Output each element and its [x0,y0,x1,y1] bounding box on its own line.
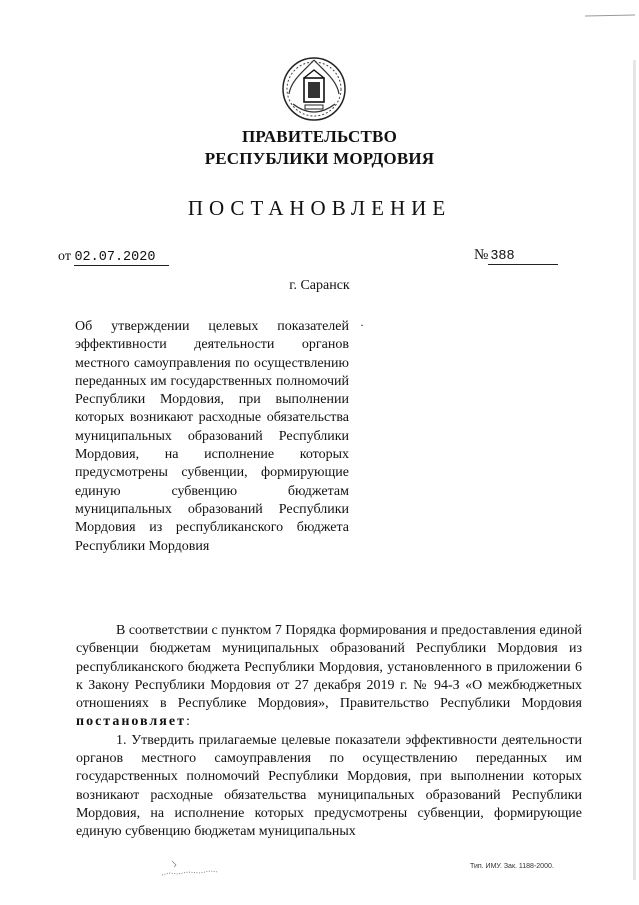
print-mark: Тип. ИМУ. Зак. 1188-2000. [470,863,554,870]
date-prefix: от [58,249,71,264]
paragraph-preamble [76,622,582,732]
document-type: ПОСТАНОВЛЕНИЕ [187,196,452,220]
paragraph-item-1: 1. Утвердить прилагаемые целевые показатели эффективности деятельности органов местного самоуправления по осуществлению переданных им государственных полномочий Республики Мордовия, при выполнении которых возникают расходные обязательства муниципальных образований Республики Мордовия, на исполнение которых предусмотрены субвенции, формирующие единую субвенцию бюджетам муниципальных [76,732,582,840]
date-value: 02.07.2020 [74,250,169,266]
number-field [474,247,558,265]
number-value: 388 [488,249,558,265]
handwritten-mark [160,855,220,880]
resolution-verb: постановляет [76,714,186,730]
date-field [58,249,169,266]
number-prefix: № [474,247,489,263]
preamble-text: В соответствии с пунктом 7 Порядка формирования и предоставления единой субвенции бюджетам муниципальных образований Республики Мордовия из республиканского бюджета Республики Мордовия, установленного в приложении 6 к Закону Республики Мордовия от 27 декабря 2019 г. № 94-З «О межбюджетных отношениях в Республике Мордовия», Правительство Республики Мордовия [76,623,582,712]
scan-smudge [585,6,635,12]
org-title-line1: ПРАВИТЕЛЬСТВО [242,127,397,146]
preamble-end: : [185,714,190,730]
document-body [76,622,582,842]
city: г. Саранск [289,278,350,293]
scan-dot: · [360,318,364,332]
document-subject: Об утверждении целевых показателей эффективности деятельности органов местного самоуправления по осуществлению переданных им государственных полномочий Республики Мордовия, при выполнении которых возникают расходные обязательства муниципальных образований Республики Мордовия, на исполнение которых предусмотрены субвенции, формирующие единую субвенцию бюджетам муниципальных образований Республики Мордовия из республиканского бюджета Республики Мордовия [75,319,349,554]
coat-of-arms-icon [279,54,349,124]
scan-edge [633,60,636,880]
org-title-line2: РЕСПУБЛИКИ МОРДОВИЯ [204,149,435,168]
